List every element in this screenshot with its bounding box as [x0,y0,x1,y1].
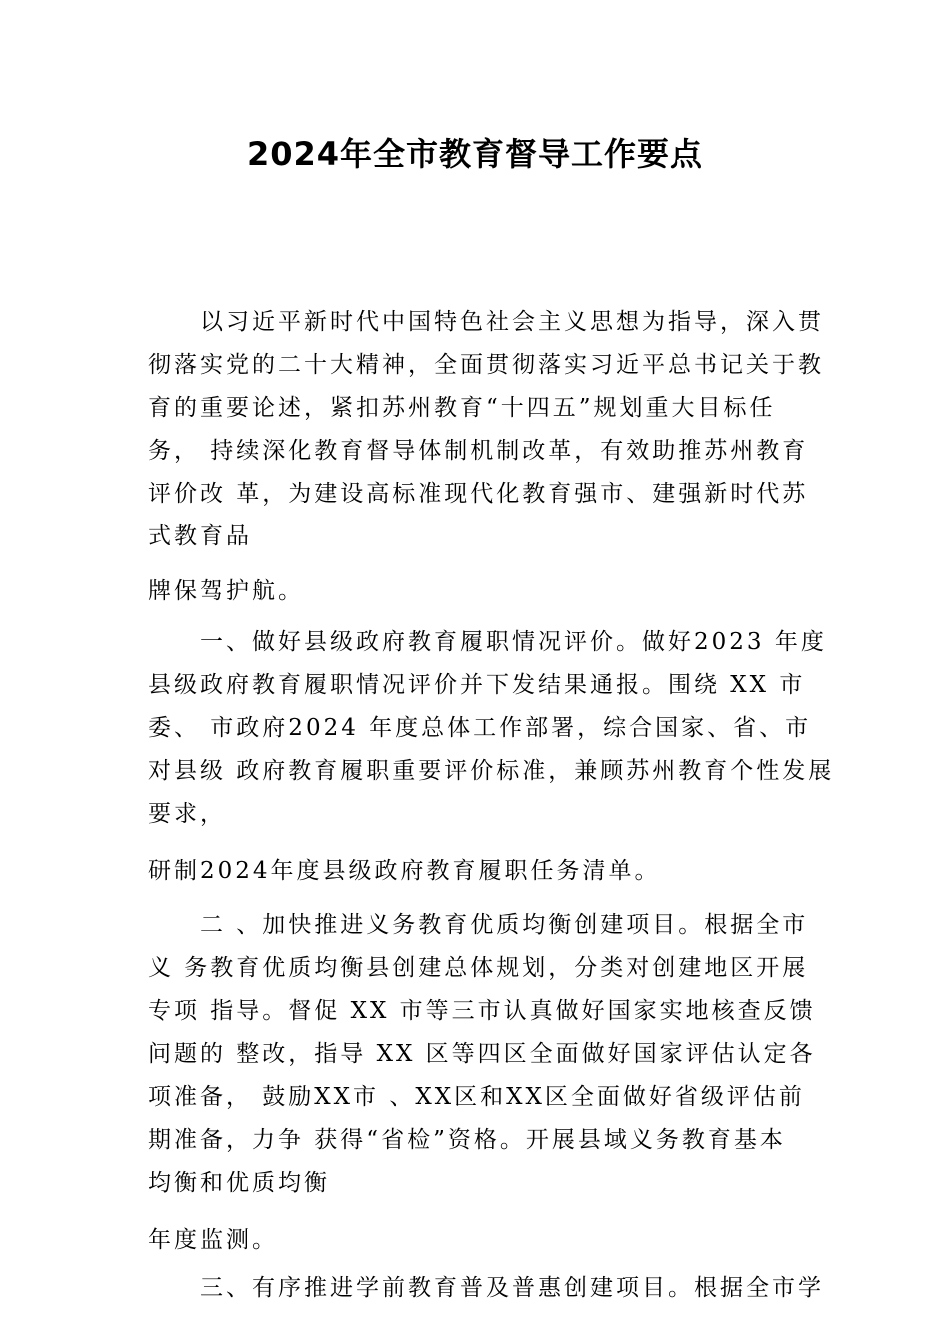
body-line: 评价改 革，为建设高标准现代化教育强市、建强新时代苏 [148,481,809,507]
body-line: 彻落实党的二十大精神，全面贯彻落实习近平总书记关于教 [148,352,824,378]
body-line: 年度监测。 [148,1227,278,1253]
body-line: 牌保驾护航。 [148,578,304,604]
body-line: 三、有序推进学前教育普及普惠创建项目。根据全市学 [200,1275,824,1301]
body-line: 县级政府教育履职情况评价并下发结果通报。围绕 XX 市 [148,672,806,698]
body-line: 均衡和优质均衡 [148,1170,330,1196]
body-line: 项准备， 鼓励XX市 、XX区和XX区全面做好省级评估前 [148,1084,805,1110]
body-line: 研制2024年度县级政府教育履职任务清单。 [148,858,661,884]
body-line: 专项 指导。督促 XX 市等三市认真做好国家实地核查反馈 [148,998,816,1024]
body-line: 务， 持续深化教育督导体制机制改革，有效助推苏州教育 [148,438,809,464]
body-line: 育的重要论述，紧扣苏州教育“十四五”规划重大目标任 [148,395,776,421]
body-line: 以习近平新时代中国特色社会主义思想为指导，深入贯 [200,309,824,335]
body-line: 要求， [148,801,226,827]
body-line: 式教育品 [148,523,252,549]
body-line: 二 、加快推进义务教育优质均衡创建项目。根据全市 [200,912,809,938]
body-line: 期准备，力争 获得“省检”资格。开展县域义务教育基本 [148,1127,786,1153]
body-line: 问题的 整改，指导 XX 区等四区全面做好国家评估认定各 [148,1041,816,1067]
body-line: 义 务教育优质均衡县创建总体规划，分类对创建地区开展 [148,955,809,981]
document-title: 2024年全市教育督导工作要点 [246,135,704,173]
body-line: 委、 市政府2024 年度总体工作部署，综合国家、省、市 [148,715,812,741]
body-line: 一、做好县级政府教育履职情况评价。做好2023 年度 [200,629,827,655]
body-line: 对县级 政府教育履职重要评价标准，兼顾苏州教育个性发展 [148,758,835,784]
